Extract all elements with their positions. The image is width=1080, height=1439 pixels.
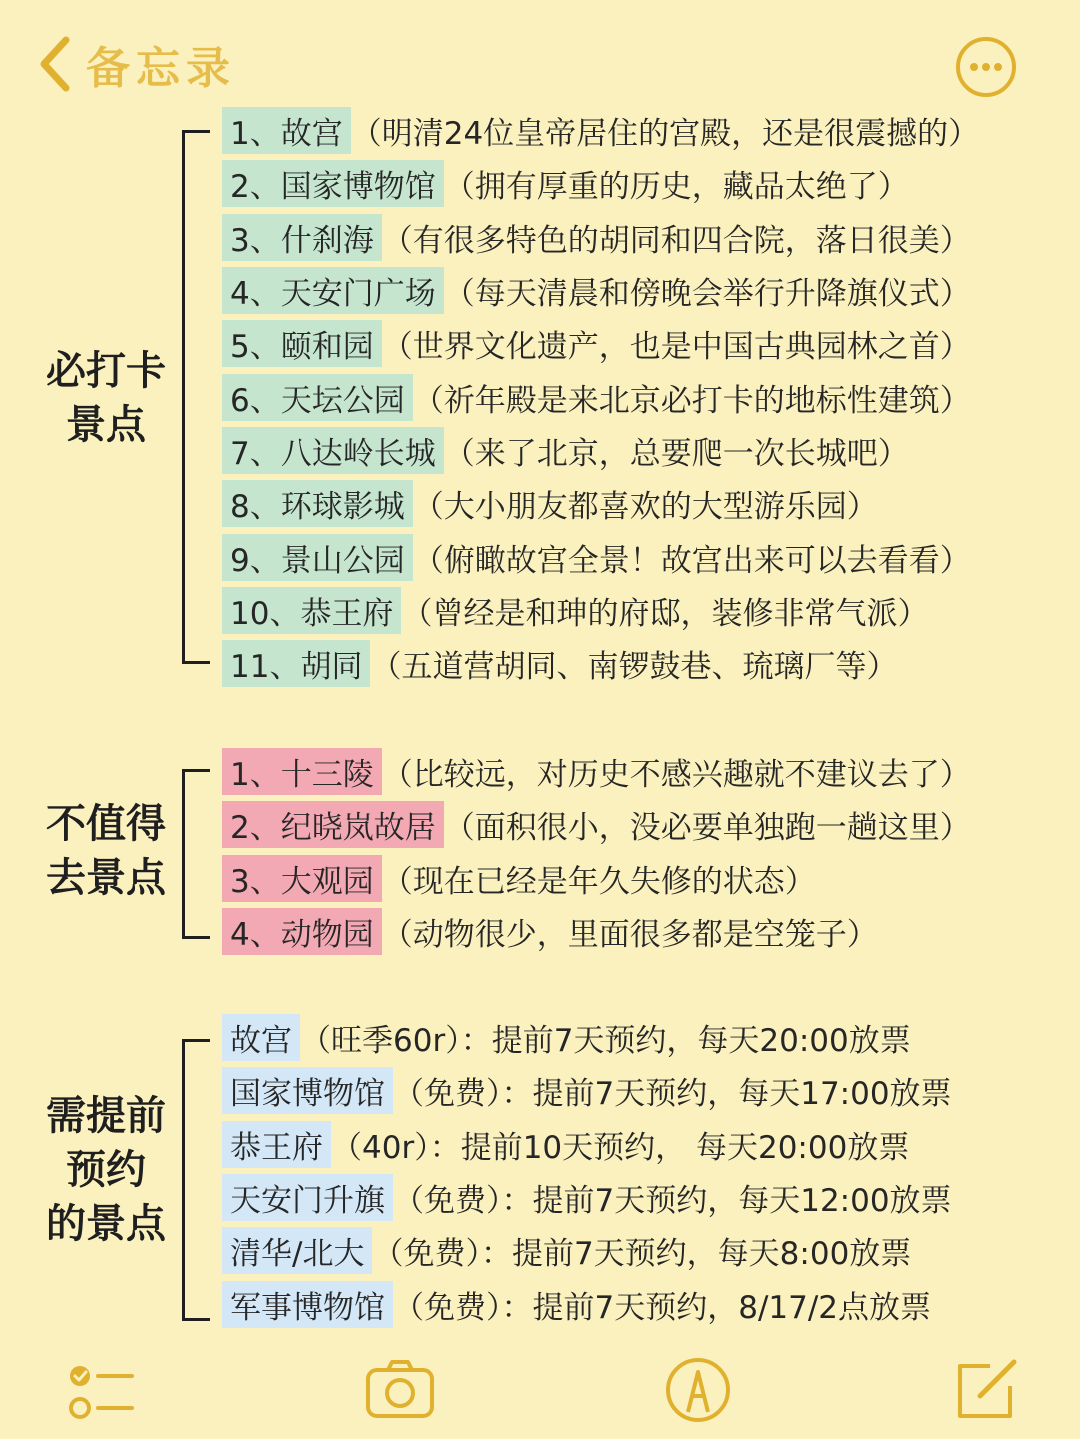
list-item — [222, 637, 979, 690]
section-label — [40, 1089, 172, 1251]
spot-name: 恭王府 — [222, 1121, 331, 1168]
item-list — [222, 104, 979, 690]
spot-name: 9、景山公园 — [222, 534, 413, 581]
list-item — [222, 1224, 952, 1277]
spot-note: （来了北京，总要爬一次长城吧） — [443, 435, 909, 472]
list-item — [222, 477, 979, 530]
section-label-line: 必打卡 — [46, 348, 166, 394]
spot-name: 7、八达岭长城 — [222, 427, 444, 474]
spot-name: 6、天坛公园 — [222, 374, 413, 421]
spot-note: （免费）：提前7天预约，每天17:00放票 — [393, 1076, 952, 1113]
list-item — [222, 1277, 952, 1330]
spot-name: 4、动物园 — [222, 908, 382, 955]
list-item — [222, 211, 979, 264]
spot-note: （动物很少，里面很多都是空笼子） — [381, 917, 878, 954]
section-label-line: 去景点 — [46, 855, 166, 901]
section-label-line: 不值得 — [46, 801, 166, 847]
spot-name: 5、颐和园 — [222, 320, 382, 367]
spot-note: （大小朋友都喜欢的大型游乐园） — [412, 489, 878, 526]
bottom-toolbar — [0, 1340, 1080, 1439]
list-item — [222, 905, 971, 958]
section-label-line: 的景点 — [46, 1201, 166, 1247]
spot-note: （五道营胡同、南锣鼓巷、琉璃厂等） — [370, 649, 898, 686]
back-label: 备忘录 — [86, 43, 236, 94]
spot-name: 3、什刹海 — [222, 214, 382, 261]
list-item — [222, 1064, 952, 1117]
spot-name: 清华/北大 — [222, 1227, 372, 1274]
spot-name: 1、十三陵 — [222, 748, 382, 795]
chevron-left-icon — [38, 35, 72, 93]
spot-note: （俯瞰故宫全景！故宫出来可以去看看） — [412, 542, 971, 579]
pen-icon — [662, 1354, 734, 1426]
list-item — [222, 264, 979, 317]
list-item — [222, 1171, 952, 1224]
list-item — [222, 852, 971, 905]
spot-name: 2、国家博物馆 — [222, 160, 444, 207]
spot-note: （旺季60r）：提前7天预约，每天20:00放票 — [300, 1023, 911, 1060]
spot-name: 天安门升旗 — [222, 1174, 393, 1221]
spot-note: （免费）：提前7天预约，每天8:00放票 — [372, 1236, 912, 1273]
spot-note: （祈年殿是来北京必打卡的地标性建筑） — [412, 382, 971, 419]
spot-note: （有很多特色的胡同和四合院，落日很美） — [381, 222, 971, 259]
spot-note: （拥有厚重的历史，藏品太绝了） — [443, 169, 909, 206]
checklist-icon — [64, 1354, 136, 1426]
bracket — [182, 1039, 210, 1321]
list-item — [222, 104, 979, 157]
list-item — [222, 798, 971, 851]
list-item — [222, 424, 979, 477]
spot-name: 国家博物馆 — [222, 1067, 393, 1114]
camera-icon — [364, 1354, 436, 1426]
top-bar — [0, 0, 1080, 115]
ellipsis-icon — [954, 84, 1018, 103]
spot-note: （面积很小，没必要单独跑一趟这里） — [443, 810, 971, 847]
spot-name: 故宫 — [222, 1014, 300, 1061]
list-item — [222, 1118, 952, 1171]
back-button[interactable] — [38, 32, 236, 96]
section-label — [40, 797, 172, 905]
spot-name: 3、大观园 — [222, 855, 382, 902]
list-item — [222, 530, 979, 583]
spot-note: （每天清晨和傍晚会举行升降旗仪式） — [443, 276, 971, 313]
item-list — [222, 1011, 952, 1331]
section-label-line: 需提前 — [46, 1093, 166, 1139]
section-label-line: 预约 — [66, 1147, 146, 1193]
camera-button[interactable] — [364, 1354, 436, 1426]
spot-note: （比较远，对历史不感兴趣就不建议去了） — [381, 757, 971, 794]
item-list — [222, 745, 971, 958]
spot-note: （40r）：提前10天预约， 每天20:00放票 — [331, 1129, 910, 1166]
list-item — [222, 317, 979, 370]
checklist-button[interactable] — [64, 1354, 136, 1426]
list-item — [222, 370, 979, 423]
spot-note: （现在已经是年久失修的状态） — [381, 863, 816, 900]
spot-name: 军事博物馆 — [222, 1281, 393, 1328]
spot-name: 4、天安门广场 — [222, 267, 444, 314]
more-button[interactable] — [954, 35, 1018, 99]
spot-note: （曾经是和珅的府邸，装修非常气派） — [401, 595, 929, 632]
spot-name: 10、恭王府 — [222, 587, 401, 634]
list-item — [222, 584, 979, 637]
bracket — [182, 130, 210, 664]
section-label — [40, 344, 172, 452]
spot-note: （免费）：提前7天预约，每天12:00放票 — [393, 1183, 952, 1220]
spot-name: 2、纪晓岚故居 — [222, 801, 444, 848]
spot-name: 1、故宫 — [222, 107, 351, 154]
section-label-line: 景点 — [66, 402, 146, 448]
list-item — [222, 157, 979, 210]
compose-button[interactable] — [950, 1354, 1022, 1426]
spot-note: （明清24位皇帝居住的宫殿，还是很震撼的） — [350, 116, 980, 153]
spot-name: 8、环球影城 — [222, 480, 413, 527]
spot-note: （免费）：提前7天预约，8/17/2点放票 — [393, 1289, 932, 1326]
list-item — [222, 1011, 952, 1064]
spot-note: （世界文化遗产，也是中国古典园林之首） — [381, 329, 971, 366]
markup-button[interactable] — [662, 1354, 734, 1426]
compose-icon — [950, 1354, 1022, 1426]
bracket — [182, 769, 210, 939]
spot-name: 11、胡同 — [222, 640, 370, 687]
list-item — [222, 745, 971, 798]
